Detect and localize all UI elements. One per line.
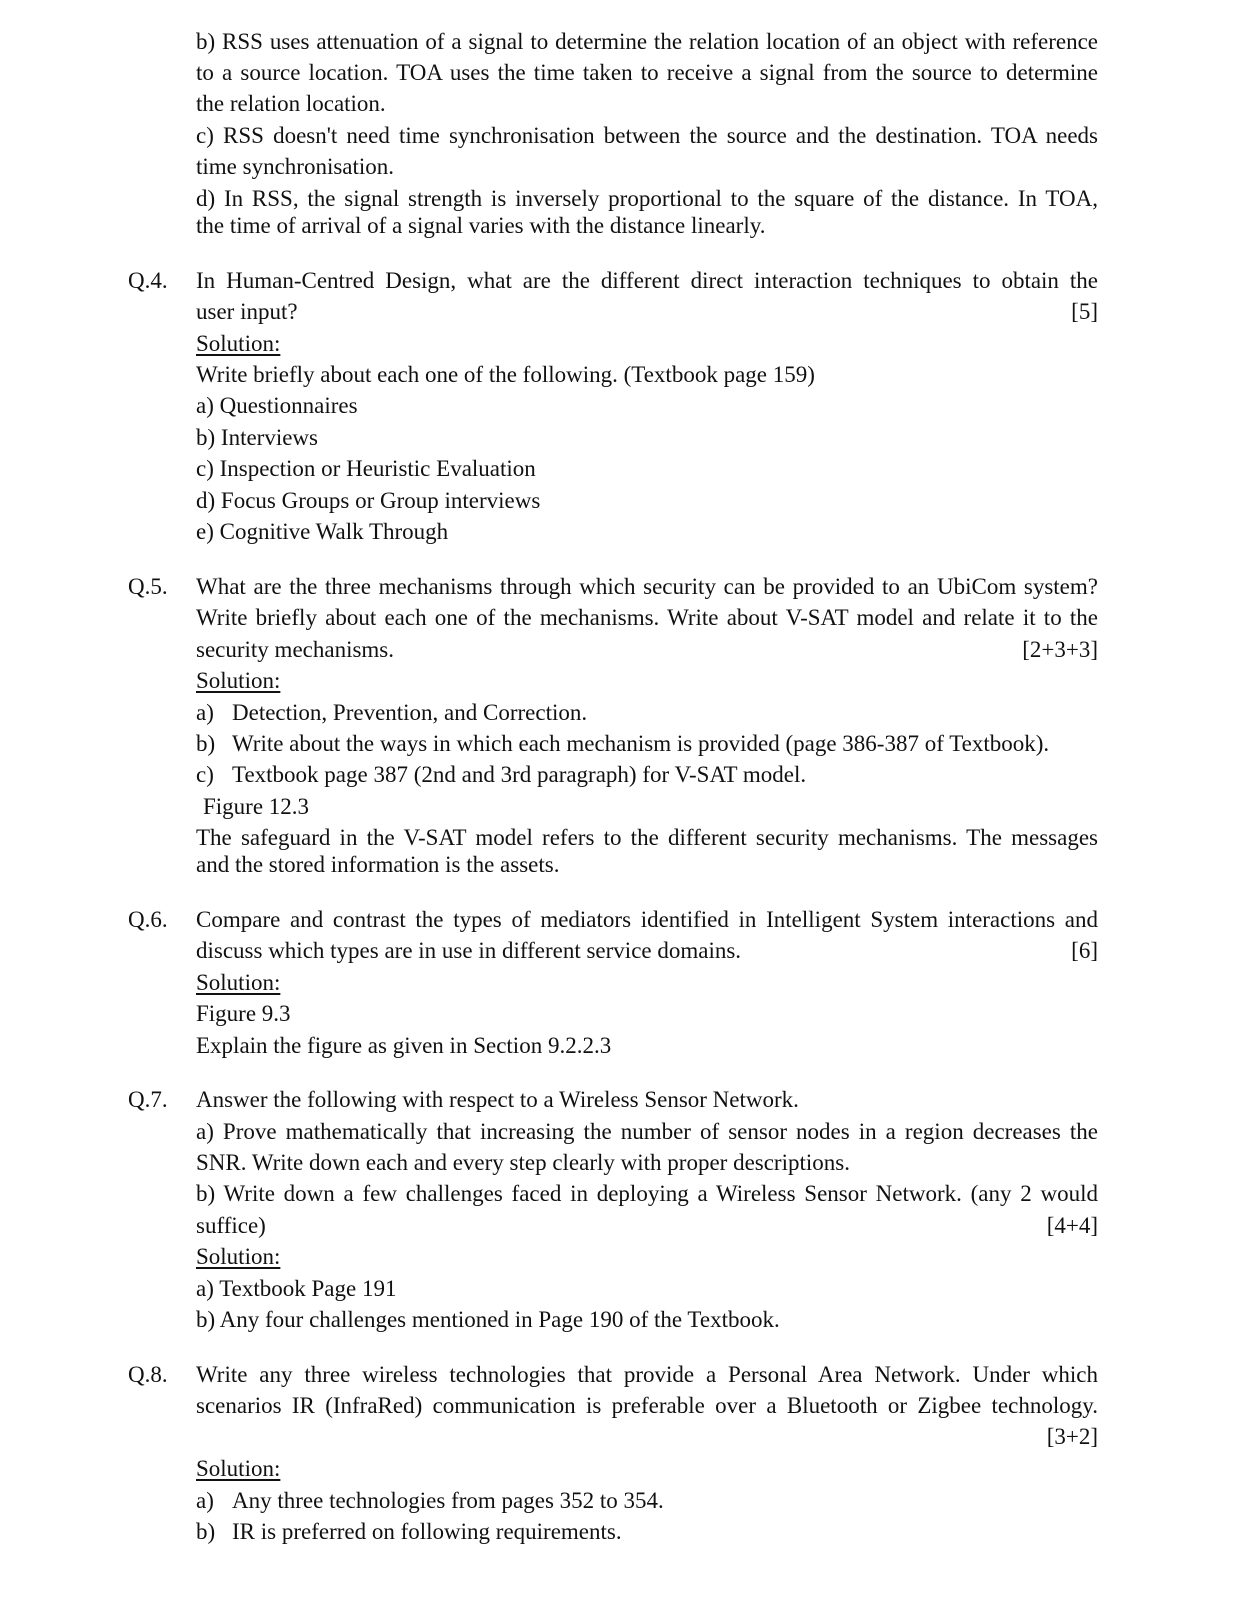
- solution-heading: [196, 1455, 1098, 1483]
- prev-answer-d-line1: d) In RSS, the signal strength is inversely proportional to the square of the distance. In TOA,: [196, 186, 1098, 211]
- prev-answer-d-line2: the time of arrival of a signal varies with the distance linearly.: [196, 213, 766, 238]
- solution-label: Solution:: [196, 331, 281, 356]
- prev-answer-b-line3: the relation location.: [196, 91, 386, 116]
- question-number: Q.5.: [128, 574, 168, 599]
- solution-label: Solution:: [196, 970, 281, 995]
- solution-intro: Write briefly about each one of the following. (Textbook page 159): [196, 362, 815, 387]
- prev-answer-b-line2: to a source location. TOA uses the time taken to receive a signal from the source to determine: [196, 60, 1098, 85]
- question-marks: [4+4]: [1046, 1213, 1098, 1238]
- solution-item: b) Any four challenges mentioned in Page 190 of the Textbook.: [196, 1307, 780, 1332]
- solution-label: Solution:: [196, 1456, 281, 1481]
- solution-item: c) Inspection or Heuristic Evaluation: [196, 456, 536, 481]
- question-number: Q.8.: [128, 1362, 168, 1387]
- solution-label: Solution:: [196, 668, 281, 693]
- solution-label: Solution:: [196, 1244, 281, 1269]
- solution-heading: [196, 1243, 1098, 1271]
- question-text-line1: Write any three wireless technologies that provide a Personal Area Network. Under which: [196, 1362, 1098, 1387]
- figure-reference: Figure 12.3: [203, 794, 310, 819]
- question-text-line2: discuss which types are in use in different service domains.: [196, 938, 742, 963]
- solution-item: d) Focus Groups or Group interviews: [196, 488, 541, 513]
- item-text: Write about the ways in which each mechanism is provided (page 386-387 of Textbook).: [232, 731, 1050, 756]
- solution-note-line2: and the stored information is the assets.: [196, 852, 560, 877]
- solution-item: e) Cognitive Walk Through: [196, 519, 449, 544]
- solution-heading: [196, 969, 1098, 997]
- question-text-line1: Answer the following with respect to a Wireless Sensor Network.: [196, 1087, 799, 1112]
- solution-item: [196, 761, 1098, 789]
- question-text-line1: Compare and contrast the types of mediators identified in Intelligent System interactions and: [196, 907, 1098, 932]
- item-label: a): [196, 1488, 214, 1513]
- solution-heading: [196, 330, 1098, 358]
- solution-item: [196, 730, 1098, 758]
- solution-item: b) Interviews: [196, 425, 318, 450]
- solution-heading: [196, 667, 1098, 695]
- solution-item: a) Questionnaires: [196, 393, 358, 418]
- question-part-a-line1: a) Prove mathematically that increasing the number of sensor nodes in a region decreases the: [196, 1119, 1098, 1144]
- solution-item: [196, 699, 1098, 727]
- item-text: IR is preferred on following requirements.: [232, 1519, 622, 1544]
- item-label: c): [196, 762, 214, 787]
- prev-answer-c-line2: time synchronisation.: [196, 154, 395, 179]
- question-part-b-line1: b) Write down a few challenges faced in deploying a Wireless Sensor Network. (any 2 would: [196, 1181, 1098, 1206]
- item-text: Textbook page 387 (2nd and 3rd paragraph) for V-SAT model.: [232, 762, 807, 787]
- item-label: b): [196, 1519, 216, 1544]
- item-label: b): [196, 731, 216, 756]
- solution-note-line1: The safeguard in the V-SAT model refers to the different security mechanisms. The messages: [196, 825, 1098, 850]
- prev-answer-b-line1: b) RSS uses attenuation of a signal to determine the relation location of an object with reference: [196, 29, 1098, 54]
- item-text: Detection, Prevention, and Correction.: [232, 700, 588, 725]
- question-marks: [6]: [1071, 938, 1098, 963]
- question-number: Q.7.: [128, 1087, 168, 1112]
- question-text-line2: scenarios IR (InfraRed) communication is preferable over a Bluetooth or Zigbee technology.: [196, 1393, 1098, 1418]
- question-text-line2: user input?: [196, 299, 298, 324]
- solution-item: [196, 1518, 1098, 1546]
- prev-answer-c-line1: c) RSS doesn't need time synchronisation between the source and the destination. TOA needs: [196, 123, 1098, 148]
- solution-item: [196, 1487, 1098, 1515]
- item-text: Any three technologies from pages 352 to 354.: [232, 1488, 664, 1513]
- question-number: Q.4.: [128, 268, 168, 293]
- question-text-line3: security mechanisms.: [196, 637, 395, 662]
- item-label: a): [196, 700, 214, 725]
- question-number: Q.6.: [128, 907, 168, 932]
- solution-explain: Explain the figure as given in Section 9.2.2.3: [196, 1033, 612, 1058]
- figure-reference: Figure 9.3: [196, 1001, 291, 1026]
- question-part-b-line2: suffice): [196, 1213, 266, 1238]
- question-text-line2: Write briefly about each one of the mechanisms. Write about V-SAT model and relate it to the: [196, 605, 1098, 630]
- question-part-a-line2: SNR. Write down each and every step clearly with proper descriptions.: [196, 1150, 850, 1175]
- question-marks: [2+3+3]: [1022, 637, 1098, 662]
- solution-item: a) Textbook Page 191: [196, 1276, 397, 1301]
- question-marks: [3+2]: [1046, 1424, 1098, 1449]
- question-text-line1: What are the three mechanisms through which security can be provided to an UbiCom system?: [196, 574, 1098, 599]
- question-marks: [5]: [1071, 299, 1098, 324]
- question-text-line1: In Human-Centred Design, what are the different direct interaction techniques to obtain the: [196, 268, 1098, 293]
